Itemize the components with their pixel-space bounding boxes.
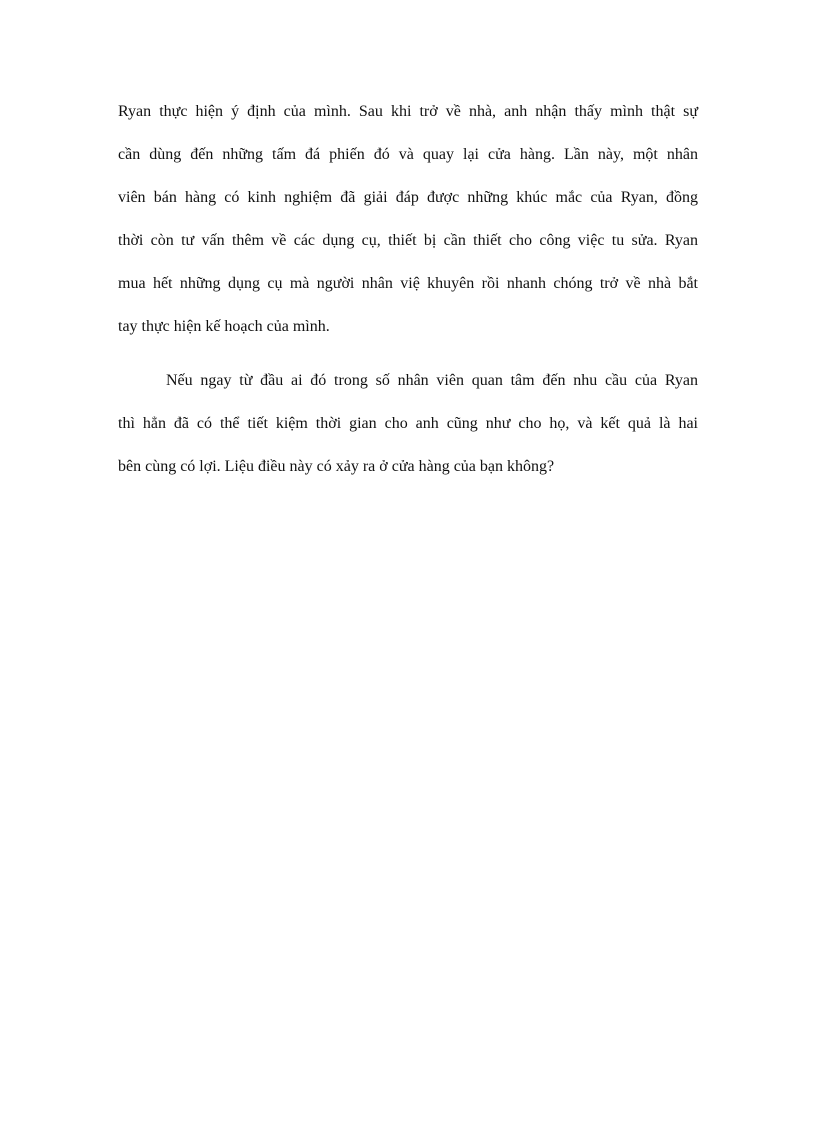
text-line: mua hết những dụng cụ mà người nhân việ khuyên rồi nhanh chóng trở về nhà bắt (118, 275, 698, 292)
text-line: viên bán hàng có kinh nghiệm đã giải đáp được những khúc mắc của Ryan, đồng (118, 189, 698, 206)
text-line: bên cùng có lợi. Liệu điều này có xảy ra ở cửa hàng của bạn không? (118, 458, 555, 475)
paragraph-1 (118, 101, 698, 359)
text-line: thời còn tư vấn thêm về các dụng cụ, thiết bị cần thiết cho công việc tu sửa. Ryan (118, 232, 698, 249)
text-line: Nếu ngay từ đầu ai đó trong số nhân viên quan tâm đến nhu cầu của Ryan (166, 372, 698, 389)
text-line: Ryan thực hiện ý định của mình. Sau khi trở về nhà, anh nhận thấy mình thật sự (118, 103, 698, 120)
text-line: thì hẳn đã có thể tiết kiệm thời gian cho anh cũng như cho họ, và kết quả là hai (118, 415, 698, 432)
paragraph-2 (118, 370, 698, 499)
text-line: tay thực hiện kế hoạch của mình. (118, 318, 330, 335)
text-line: cần dùng đến những tấm đá phiến đó và quay lại cửa hàng. Lần này, một nhân (118, 146, 698, 163)
